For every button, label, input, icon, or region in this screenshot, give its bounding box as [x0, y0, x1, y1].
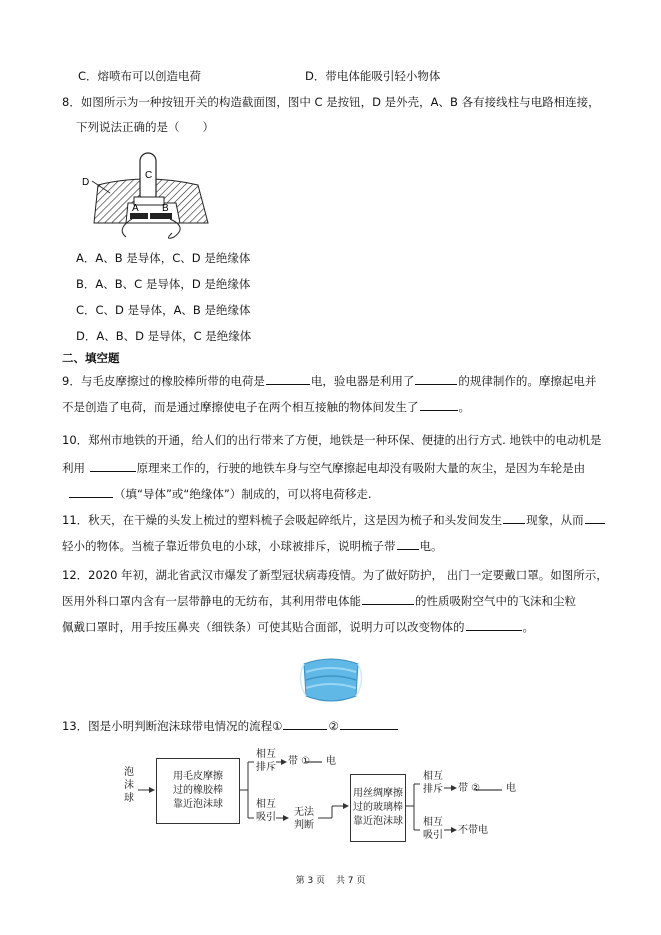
flow-cannot-judge: 无法 判断 — [294, 807, 314, 831]
q10-line3: （填“导体”或“绝缘体”）制成的，可以将电荷移走. — [68, 485, 371, 502]
q12-line3: 佩戴口罩时，用手按压鼻夹（细铁条）可使其贴合面部，说明力可以改变物体的 。 — [62, 620, 534, 634]
page-footer — [0, 873, 661, 886]
q9-blank-3[interactable] — [420, 398, 458, 411]
flow-box-rubber-rod: 用毛皮摩擦 过的橡胶棒 靠近泡沫球 — [156, 758, 240, 824]
page-total: 共 7 页 — [335, 876, 366, 886]
q9-line1: 9．与毛皮摩擦过的橡胶棒所带的电荷是 电，验电器是利用了 的规律制作的。摩擦起电并 — [62, 374, 597, 388]
q11-line1: 11．秋天，在干燥的头发上梳过的塑料梳子会吸起碎纸片，这是因为梳子和头发间发生 现象，从而 — [62, 511, 606, 528]
q8-option-c: C．C、D 是导体，A、B 是绝缘体 — [76, 303, 251, 317]
figure-label-c: C — [145, 170, 153, 181]
section-title: 二、填空题 — [62, 351, 120, 365]
q11-blank-3[interactable] — [397, 537, 419, 550]
q9-blank-2[interactable] — [415, 372, 457, 385]
figure-label-b: B — [162, 203, 169, 214]
q13-line1: 13．图是小明判断泡沫球带电情况的流程① ② — [62, 717, 399, 734]
flow-result-2a: 带 ② — [458, 783, 481, 794]
face-mask-image — [298, 650, 364, 710]
q10-line2: 利用 原理来工作的，行驶的地铁车身与空气摩擦起电却没有吸附大量的灰尘，是因为车轮是由 — [62, 461, 586, 475]
q12-blank-1[interactable] — [362, 592, 414, 605]
flow-repel-2: 相互 排斥 — [423, 771, 443, 795]
flow-result-uncharged: 不带电 — [458, 825, 488, 836]
flow-result-1b: 电 — [326, 756, 336, 767]
figure-label-a: A — [132, 203, 139, 214]
option-d-prev: D．带电体能吸引轻小物体 — [305, 69, 441, 83]
flow-result-2b: 电 — [506, 783, 516, 794]
flow-result-1a: 带 ① — [288, 756, 311, 767]
figure-label-d: D — [82, 177, 90, 188]
q9-line2: 不是创造了电荷，而是通过摩擦使电子在两个相互接触的物体间发生了 。 — [62, 400, 470, 414]
q10-blank-1[interactable] — [90, 459, 136, 472]
q8-option-a: A．A、B 是导体，C、D 是绝缘体 — [76, 251, 251, 265]
q10-line1: 10．郑州市地铁的开通，给人们的出行带来了方便，地铁是一种环保、便捷的出行方式. 地铁中的电动机是 — [62, 433, 602, 447]
button-switch-figure — [76, 145, 216, 245]
q12-line1: 12．2020 年初，湖北省武汉市爆发了新型冠状病毒疫情。为了做好防护， 出门一定要戴口罩。如图所示， — [62, 568, 608, 582]
flow-attract-1: 相互 吸引 — [256, 799, 276, 823]
q13-blank-2[interactable] — [340, 717, 398, 730]
q11-line2: 轻小的物体。当梳子靠近带负电的小球，小球被排斥，说明梳子带 电。 — [62, 539, 443, 553]
page-number: 第 3 页 — [295, 876, 326, 886]
q8-option-b: B．A、B、C 是导体，D 是绝缘体 — [76, 277, 251, 291]
q12-blank-2[interactable] — [466, 618, 522, 631]
q11-blank-1[interactable] — [503, 511, 525, 524]
q8-option-d: D．A、B、D 是导体，C 是绝缘体 — [76, 329, 252, 343]
q12-line2: 医用外科口罩内含有一层带静电的无纺布，其利用带电体能 的性质吸附空气中的飞沫和尘粒 — [62, 594, 576, 608]
q10-blank-2[interactable] — [69, 485, 113, 498]
flow-repel-1: 相互 排斥 — [256, 749, 276, 773]
q13-blank-1[interactable] — [283, 717, 327, 730]
option-c-prev: C．熔喷布可以创造电荷 — [78, 69, 202, 83]
flow-attract-2: 相互 吸引 — [423, 817, 443, 841]
q9-blank-1[interactable] — [266, 372, 310, 385]
flow-start-label: 泡 沫 球 — [124, 767, 134, 804]
flow-box-glass-rod: 用丝绸摩擦 过的玻璃棒 靠近泡沫球 — [350, 774, 406, 842]
q8-stem-line2: 下列说法正确的是（ ） — [76, 120, 214, 134]
q11-blank-2[interactable] — [585, 511, 605, 524]
q8-stem-line1: 8．如图所示为一种按钮开关的构造截面图，图中 C 是按钮，D 是外壳，A、B 各有接线柱与电路相连接， — [62, 95, 600, 109]
